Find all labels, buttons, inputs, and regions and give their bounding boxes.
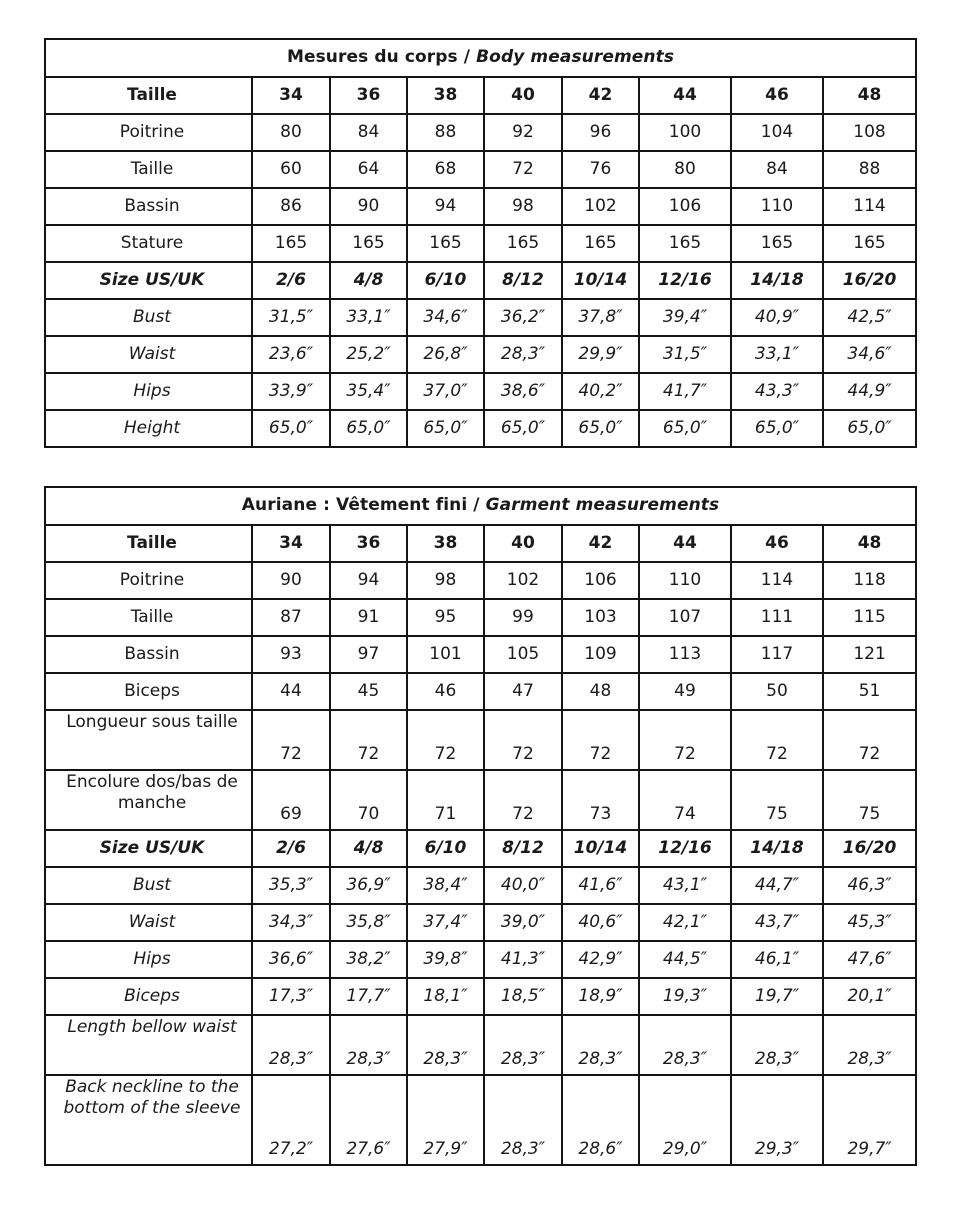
size-header-cell: 40 <box>484 77 562 114</box>
table-cell: 113 <box>639 636 731 673</box>
size-header-cell: 14/18 <box>731 830 823 867</box>
table-cell: 20,1″ <box>823 978 916 1015</box>
table-cell: 49 <box>639 673 731 710</box>
table-cell: 18,1″ <box>407 978 484 1015</box>
table-cell: 165 <box>484 225 562 262</box>
table-cell: 39,0″ <box>484 904 562 941</box>
table-cell: 37,0″ <box>407 373 484 410</box>
table-cell: 102 <box>562 188 639 225</box>
table-cell: 88 <box>823 151 916 188</box>
size-header-cell: 42 <box>562 525 639 562</box>
title-english: Garment measurements <box>485 495 720 516</box>
table-cell: 28,3″ <box>407 1015 484 1075</box>
table-cell: 41,3″ <box>484 941 562 978</box>
table-cell: 47,6″ <box>823 941 916 978</box>
title-english: Body measurements <box>476 47 675 68</box>
title-french: Mesures du corps / <box>286 47 477 68</box>
row-label: Longueur sous taille <box>45 710 252 770</box>
table-cell: 71 <box>407 770 484 830</box>
table-cell: 114 <box>823 188 916 225</box>
table-cell: 46,3″ <box>823 867 916 904</box>
row-label: Hips <box>45 941 252 978</box>
table-cell: 72 <box>484 151 562 188</box>
us-size-header-row <box>45 830 916 867</box>
table-cell: 72 <box>484 710 562 770</box>
table-cell: 75 <box>731 770 823 830</box>
table-cell: 72 <box>407 710 484 770</box>
table-cell: 110 <box>639 562 731 599</box>
table-row <box>45 114 916 151</box>
table-cell: 39,4″ <box>639 299 731 336</box>
table-cell: 65,0″ <box>562 410 639 447</box>
table-cell: 29,0″ <box>639 1075 731 1165</box>
size-header-row <box>45 525 916 562</box>
table-cell: 44 <box>252 673 330 710</box>
table-cell: 98 <box>407 562 484 599</box>
table-cell: 43,7″ <box>731 904 823 941</box>
table-cell: 165 <box>639 225 731 262</box>
table-cell: 38,6″ <box>484 373 562 410</box>
table-row <box>45 562 916 599</box>
table-row <box>45 599 916 636</box>
table-cell: 28,6″ <box>562 1075 639 1165</box>
table-cell: 34,3″ <box>252 904 330 941</box>
table-cell: 43,1″ <box>639 867 731 904</box>
table-cell: 42,1″ <box>639 904 731 941</box>
table-cell: 104 <box>731 114 823 151</box>
size-header-cell: 2/6 <box>252 262 330 299</box>
table-cell: 101 <box>407 636 484 673</box>
size-header-cell: 34 <box>252 77 330 114</box>
size-header-cell: 38 <box>407 77 484 114</box>
table-row <box>45 225 916 262</box>
table-cell: 65,0″ <box>731 410 823 447</box>
size-header-cell: 48 <box>823 77 916 114</box>
table-cell: 72 <box>252 710 330 770</box>
size-header-cell: 16/20 <box>823 262 916 299</box>
table-cell: 84 <box>731 151 823 188</box>
table-cell: 88 <box>407 114 484 151</box>
size-header-cell: 10/14 <box>562 262 639 299</box>
table-cell: 73 <box>562 770 639 830</box>
size-header-cell: 6/10 <box>407 830 484 867</box>
table-cell: 29,7″ <box>823 1075 916 1165</box>
table-cell: 33,9″ <box>252 373 330 410</box>
table-cell: 69 <box>252 770 330 830</box>
table-cell: 80 <box>252 114 330 151</box>
table-cell: 72 <box>484 770 562 830</box>
table-cell: 105 <box>484 636 562 673</box>
table-cell: 25,2″ <box>330 336 407 373</box>
size-header-cell: 36 <box>330 525 407 562</box>
table-cell: 28,3″ <box>639 1015 731 1075</box>
size-header-cell: 34 <box>252 525 330 562</box>
table-cell: 110 <box>731 188 823 225</box>
table-cell: 34,6″ <box>823 336 916 373</box>
size-header-cell: 4/8 <box>330 262 407 299</box>
table-cell: 165 <box>252 225 330 262</box>
row-label: Size US/UK <box>45 262 252 299</box>
table-cell: 70 <box>330 770 407 830</box>
row-label: Taille <box>45 151 252 188</box>
table-row <box>45 867 916 904</box>
table-cell: 26,8″ <box>407 336 484 373</box>
table-row <box>45 636 916 673</box>
size-header-cell: 44 <box>639 77 731 114</box>
table-cell: 48 <box>562 673 639 710</box>
table-cell: 65,0″ <box>484 410 562 447</box>
table-row <box>45 1075 916 1165</box>
size-header-cell: 16/20 <box>823 830 916 867</box>
row-label: Hips <box>45 373 252 410</box>
table-cell: 97 <box>330 636 407 673</box>
size-header-row <box>45 77 916 114</box>
table-cell: 117 <box>731 636 823 673</box>
table-row <box>45 770 916 830</box>
row-label: Waist <box>45 904 252 941</box>
table-cell: 37,8″ <box>562 299 639 336</box>
table-cell: 65,0″ <box>252 410 330 447</box>
table-row <box>45 941 916 978</box>
table-cell: 38,2″ <box>330 941 407 978</box>
table-cell: 29,9″ <box>562 336 639 373</box>
table-cell: 37,4″ <box>407 904 484 941</box>
size-header-cell: 38 <box>407 525 484 562</box>
table-cell: 36,2″ <box>484 299 562 336</box>
table-cell: 165 <box>562 225 639 262</box>
row-label: Waist <box>45 336 252 373</box>
table-cell: 46,1″ <box>731 941 823 978</box>
table-cell: 103 <box>562 599 639 636</box>
table-cell: 33,1″ <box>731 336 823 373</box>
table-cell: 28,3″ <box>484 1015 562 1075</box>
table-row <box>45 336 916 373</box>
row-label: Back neckline to the bottom of the sleeve <box>45 1075 252 1165</box>
row-label: Length bellow waist <box>45 1015 252 1075</box>
table-cell: 34,6″ <box>407 299 484 336</box>
table-cell: 19,7″ <box>731 978 823 1015</box>
size-header-cell: 12/16 <box>639 830 731 867</box>
table-cell: 60 <box>252 151 330 188</box>
table-cell: 28,3″ <box>252 1015 330 1075</box>
table-cell: 94 <box>330 562 407 599</box>
table-row <box>45 373 916 410</box>
table-cell: 35,4″ <box>330 373 407 410</box>
table-cell: 51 <box>823 673 916 710</box>
size-header-cell: 46 <box>731 525 823 562</box>
table-cell: 17,7″ <box>330 978 407 1015</box>
size-header-cell: 36 <box>330 77 407 114</box>
size-header-cell: 8/12 <box>484 262 562 299</box>
size-header-cell: 12/16 <box>639 262 731 299</box>
table-row <box>45 410 916 447</box>
table-cell: 42,5″ <box>823 299 916 336</box>
table-cell: 36,6″ <box>252 941 330 978</box>
table-cell: 40,9″ <box>731 299 823 336</box>
table-cell: 28,3″ <box>731 1015 823 1075</box>
table-cell: 40,2″ <box>562 373 639 410</box>
table-cell: 28,3″ <box>484 1075 562 1165</box>
title-french: Auriane : Vêtement fini / <box>241 495 486 516</box>
table-cell: 72 <box>823 710 916 770</box>
table-row <box>45 1015 916 1075</box>
table-cell: 40,6″ <box>562 904 639 941</box>
table-cell: 42,9″ <box>562 941 639 978</box>
size-header-cell: 42 <box>562 77 639 114</box>
table-cell: 165 <box>823 225 916 262</box>
table-cell: 44,5″ <box>639 941 731 978</box>
row-label: Stature <box>45 225 252 262</box>
table-cell: 50 <box>731 673 823 710</box>
row-label: Encolure dos/bas de manche <box>45 770 252 830</box>
table-cell: 95 <box>407 599 484 636</box>
table-cell: 72 <box>639 710 731 770</box>
table-row <box>45 904 916 941</box>
table-title <box>45 487 916 525</box>
table-cell: 87 <box>252 599 330 636</box>
table-cell: 108 <box>823 114 916 151</box>
body-measurements-table <box>44 38 917 448</box>
table-cell: 96 <box>562 114 639 151</box>
table-cell: 18,9″ <box>562 978 639 1015</box>
table-cell: 72 <box>562 710 639 770</box>
table-cell: 118 <box>823 562 916 599</box>
row-label: Taille <box>45 77 252 114</box>
table-cell: 27,2″ <box>252 1075 330 1165</box>
us-size-header-row <box>45 262 916 299</box>
row-label: Bassin <box>45 188 252 225</box>
table-cell: 111 <box>731 599 823 636</box>
table-cell: 18,5″ <box>484 978 562 1015</box>
table-cell: 99 <box>484 599 562 636</box>
table-cell: 90 <box>252 562 330 599</box>
table-cell: 41,6″ <box>562 867 639 904</box>
table-cell: 44,9″ <box>823 373 916 410</box>
size-header-cell: 14/18 <box>731 262 823 299</box>
size-header-cell: 48 <box>823 525 916 562</box>
table-title-row <box>45 39 916 77</box>
table-cell: 65,0″ <box>639 410 731 447</box>
table-cell: 17,3″ <box>252 978 330 1015</box>
table-cell: 102 <box>484 562 562 599</box>
table-cell: 39,8″ <box>407 941 484 978</box>
table-cell: 90 <box>330 188 407 225</box>
table-cell: 165 <box>330 225 407 262</box>
table-row <box>45 188 916 225</box>
table-cell: 33,1″ <box>330 299 407 336</box>
table-cell: 98 <box>484 188 562 225</box>
row-label: Taille <box>45 599 252 636</box>
size-header-cell: 8/12 <box>484 830 562 867</box>
table-cell: 93 <box>252 636 330 673</box>
table-cell: 28,3″ <box>484 336 562 373</box>
table-cell: 41,7″ <box>639 373 731 410</box>
row-label: Bust <box>45 867 252 904</box>
table-row <box>45 151 916 188</box>
size-header-cell: 4/8 <box>330 830 407 867</box>
table-cell: 47 <box>484 673 562 710</box>
size-header-cell: 46 <box>731 77 823 114</box>
table-cell: 64 <box>330 151 407 188</box>
table-cell: 43,3″ <box>731 373 823 410</box>
table-cell: 46 <box>407 673 484 710</box>
table-row <box>45 710 916 770</box>
table-cell: 80 <box>639 151 731 188</box>
table-cell: 107 <box>639 599 731 636</box>
table-cell: 75 <box>823 770 916 830</box>
table-cell: 84 <box>330 114 407 151</box>
row-label: Taille <box>45 525 252 562</box>
table-cell: 106 <box>639 188 731 225</box>
row-label: Biceps <box>45 978 252 1015</box>
table-cell: 31,5″ <box>639 336 731 373</box>
table-cell: 45,3″ <box>823 904 916 941</box>
table-cell: 114 <box>731 562 823 599</box>
table-cell: 86 <box>252 188 330 225</box>
row-label: Poitrine <box>45 562 252 599</box>
table-cell: 23,6″ <box>252 336 330 373</box>
size-header-cell: 6/10 <box>407 262 484 299</box>
table-cell: 27,9″ <box>407 1075 484 1165</box>
table-cell: 28,3″ <box>330 1015 407 1075</box>
table-cell: 91 <box>330 599 407 636</box>
table-cell: 36,9″ <box>330 867 407 904</box>
garment-measurements-table <box>44 486 917 1166</box>
row-label: Biceps <box>45 673 252 710</box>
size-header-cell: 40 <box>484 525 562 562</box>
table-cell: 72 <box>330 710 407 770</box>
table-cell: 94 <box>407 188 484 225</box>
table-cell: 100 <box>639 114 731 151</box>
row-label: Bassin <box>45 636 252 673</box>
table-cell: 72 <box>731 710 823 770</box>
row-label: Height <box>45 410 252 447</box>
table-row <box>45 299 916 336</box>
table-cell: 44,7″ <box>731 867 823 904</box>
table-cell: 40,0″ <box>484 867 562 904</box>
table-cell: 109 <box>562 636 639 673</box>
table-cell: 29,3″ <box>731 1075 823 1165</box>
table-cell: 115 <box>823 599 916 636</box>
table-cell: 121 <box>823 636 916 673</box>
size-header-cell: 10/14 <box>562 830 639 867</box>
table-cell: 165 <box>731 225 823 262</box>
table-cell: 35,8″ <box>330 904 407 941</box>
table-cell: 31,5″ <box>252 299 330 336</box>
table-cell: 74 <box>639 770 731 830</box>
table-cell: 28,3″ <box>562 1015 639 1075</box>
table-cell: 165 <box>407 225 484 262</box>
table-cell: 38,4″ <box>407 867 484 904</box>
table-cell: 92 <box>484 114 562 151</box>
row-label: Bust <box>45 299 252 336</box>
table-cell: 35,3″ <box>252 867 330 904</box>
table-cell: 106 <box>562 562 639 599</box>
row-label: Size US/UK <box>45 830 252 867</box>
size-header-cell: 44 <box>639 525 731 562</box>
table-cell: 28,3″ <box>823 1015 916 1075</box>
row-label: Poitrine <box>45 114 252 151</box>
table-title-row <box>45 487 916 525</box>
table-cell: 65,0″ <box>330 410 407 447</box>
table-title <box>45 39 916 77</box>
table-cell: 65,0″ <box>407 410 484 447</box>
table-cell: 65,0″ <box>823 410 916 447</box>
table-row <box>45 673 916 710</box>
table-cell: 27,6″ <box>330 1075 407 1165</box>
size-header-cell: 2/6 <box>252 830 330 867</box>
table-cell: 19,3″ <box>639 978 731 1015</box>
table-cell: 68 <box>407 151 484 188</box>
table-cell: 45 <box>330 673 407 710</box>
table-cell: 76 <box>562 151 639 188</box>
table-row <box>45 978 916 1015</box>
